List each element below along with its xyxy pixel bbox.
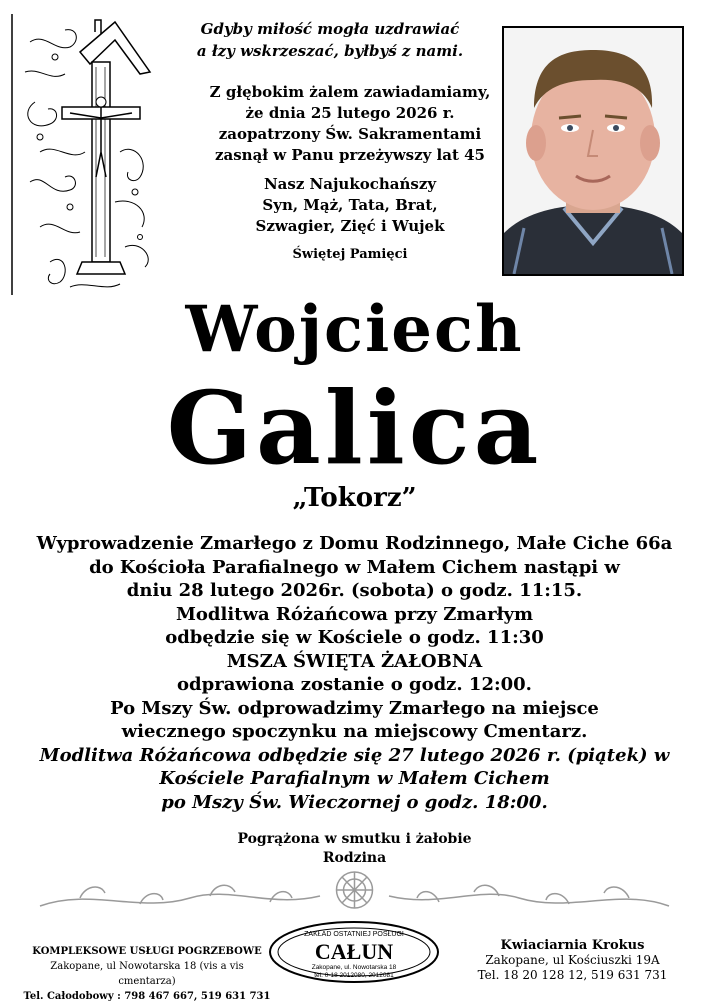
family-roles <box>180 174 520 237</box>
ceremony-line: Po Mszy Św. odprowadzimy Zmarłego na miejsce <box>110 697 599 719</box>
svg-text:Zakopane, ul. Nowotarska 18: Zakopane, ul. Nowotarska 18 <box>311 964 397 971</box>
family-line: Szwagier, Zięć i Wujek <box>255 217 445 235</box>
deceased-portrait <box>502 26 684 276</box>
svg-text:CAŁUN: CAŁUN <box>314 939 394 964</box>
rosary-line: Modlitwa Różańcowa odbędzie się 27 lutego 2026 r. (piątek) w <box>39 744 670 766</box>
family-line: Syn, Mąż, Tata, Brat, <box>262 196 438 214</box>
ceremony-details <box>20 532 689 814</box>
svg-text:ZAKŁAD OSTATNIEJ POSŁUGI: ZAKŁAD OSTATNIEJ POSŁUGI <box>304 931 404 938</box>
deceased-first-name: Wojciech <box>185 292 524 367</box>
florist-info <box>455 938 690 983</box>
announcement-line: że dnia 25 lutego 2026 r. <box>245 104 455 122</box>
funeral-home-title: KOMPLEKSOWE USŁUGI POGRZEBOWE <box>32 946 262 957</box>
florist-phone: Tel. 18 20 128 12, 519 631 731 <box>477 968 668 982</box>
funeral-home-phone: Tel. Całodobowy : 798 467 667, 519 631 731 <box>23 991 271 1002</box>
rosary-line: po Mszy Św. Wieczornej o godz. 18:00. <box>161 791 548 813</box>
wayside-cross-illustration <box>10 12 165 297</box>
ceremony-line: do Kościoła Parafialnego w Małem Cichem nastąpi w <box>89 556 620 578</box>
ceremony-line: dniu 28 lutego 2026r. (sobota) o godz. 11:15. <box>126 580 583 601</box>
family-line: Nasz Najukochańszy <box>263 175 437 193</box>
in-memoriam-label: Świętej Pamięci <box>292 247 408 262</box>
family-signoff <box>0 830 709 868</box>
memorial-quote <box>180 18 480 62</box>
ceremony-line: Modlitwa Różańcowa przy Zmarłym <box>175 603 534 625</box>
ceremony-line: odprawiona zostanie o godz. 12:00. <box>177 674 532 695</box>
svg-text:tel. 0-18 2012080, 2012081: tel. 0-18 2012080, 2012081 <box>314 972 394 979</box>
funeral-home-address: Zakopane, ul Nowotarska 18 (vis a vis cmentarza) <box>50 961 244 987</box>
announcement-line: zaopatrzony Św. Sakramentami <box>218 125 482 143</box>
death-announcement <box>180 82 520 166</box>
quote-line: a łzy wskrzeszać, byłbyś z nami. <box>196 42 464 60</box>
ceremony-line: Wyprowadzenie Zmarłego z Domu Rodzinnego, Małe Ciche 66a <box>36 533 673 554</box>
quote-line: Gdyby miłość mogła uzdrawiać <box>200 20 460 38</box>
deceased-nickname: „Tokorz” <box>292 483 417 513</box>
calun-logo <box>268 920 440 984</box>
florist-address: Zakopane, ul Kościuszki 19A <box>485 953 660 967</box>
ceremony-line: odbędzie się w Kościele o godz. 11:30 <box>165 627 544 648</box>
signoff-line: Pogrążona w smutku i żałobie <box>237 831 472 847</box>
announcement-line: zasnął w Panu przeżywszy lat 45 <box>214 146 485 164</box>
funeral-home-info <box>22 944 272 1004</box>
signoff-line: Rodzina <box>322 850 387 866</box>
florist-title: Kwiaciarnia Krokus <box>500 938 645 953</box>
ceremony-line: MSZA ŚWIĘTA ŻAŁOBNA <box>226 650 483 672</box>
rosary-line: Kościele Parafialnym w Małem Cichem <box>159 768 550 789</box>
deceased-last-name: Galica <box>166 369 543 487</box>
announcement-line: Z głębokim żalem zawiadamiamy, <box>209 83 491 101</box>
ceremony-line: wiecznego spoczynku na miejscowy Cmentarz. <box>121 721 588 742</box>
floral-ornament-divider <box>30 868 679 918</box>
